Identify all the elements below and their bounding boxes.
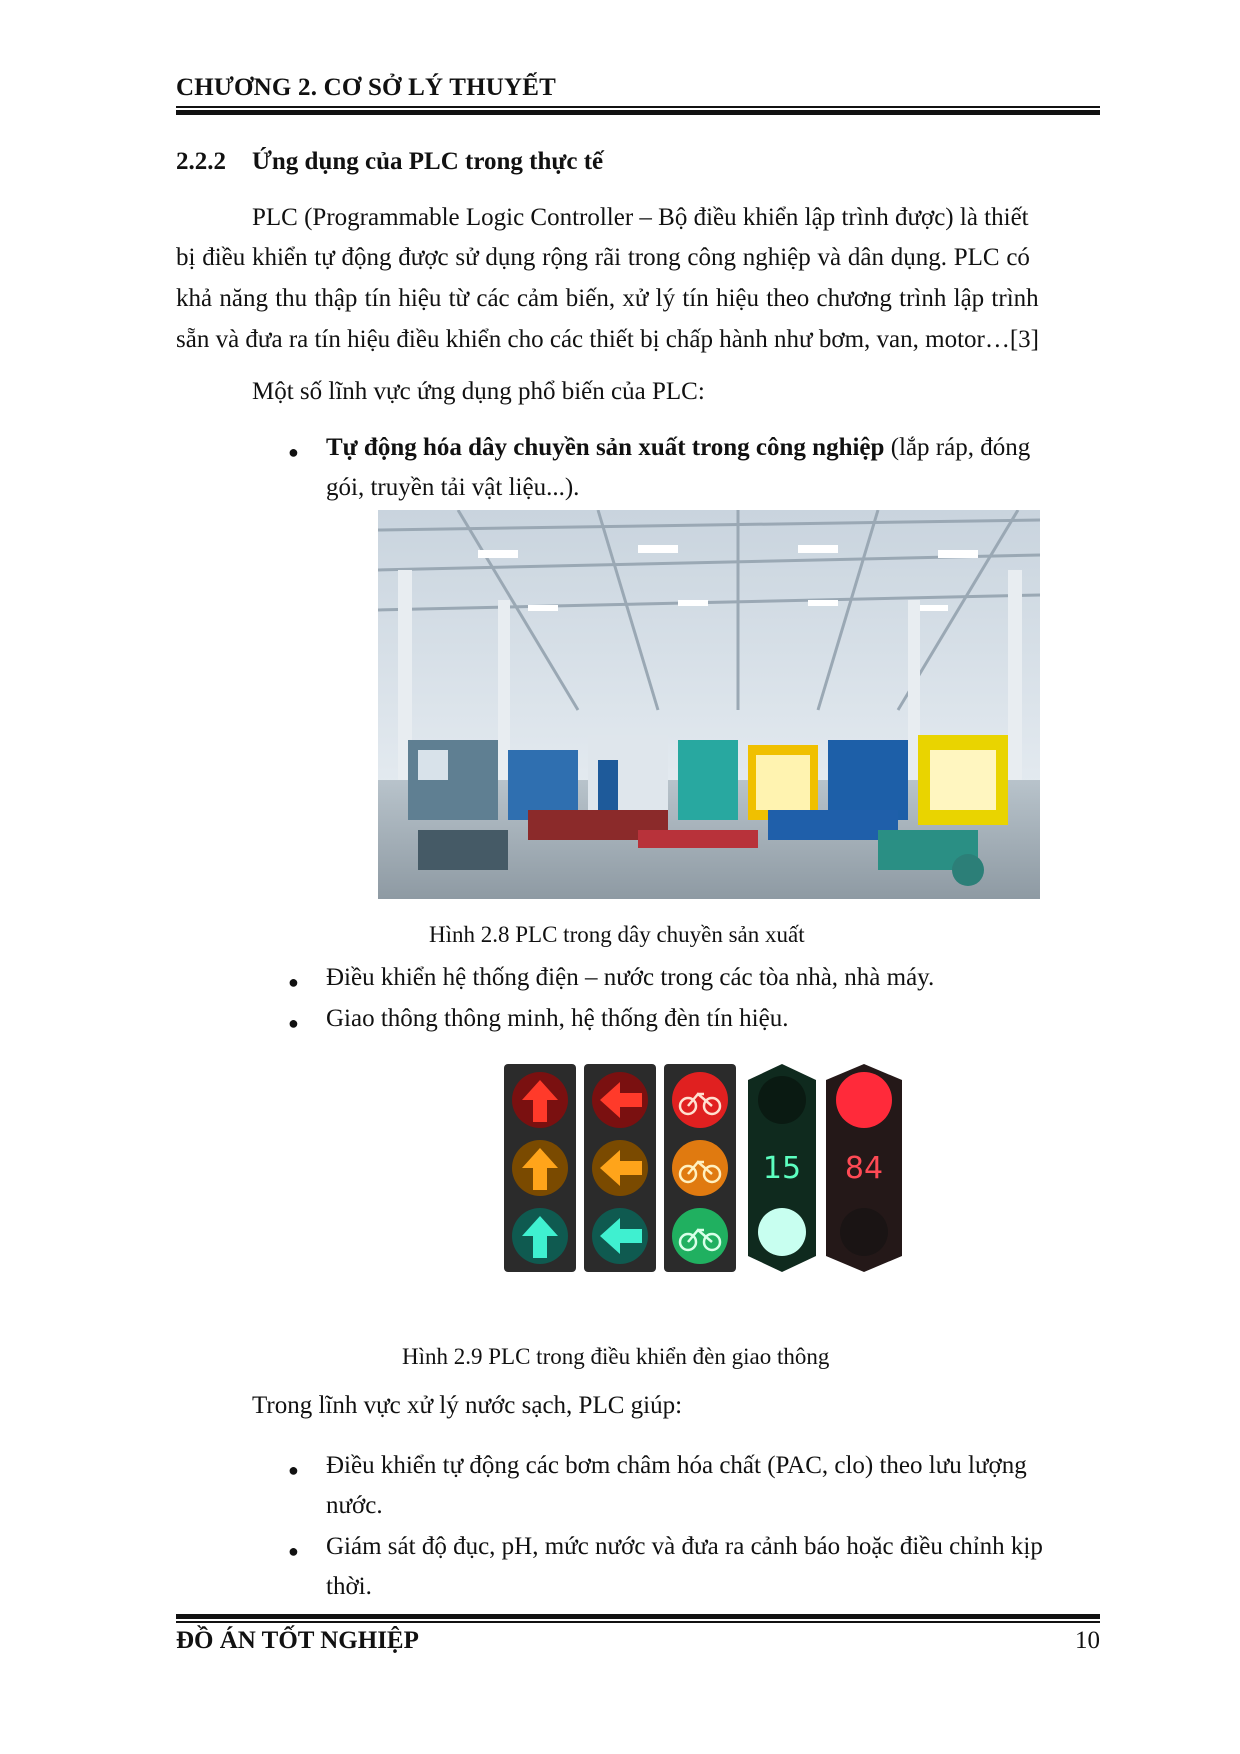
figure-1-caption: Hình 2.8 PLC trong dây chuyền sản xuất: [429, 922, 805, 947]
chapter-title: CHƯƠNG 2. CƠ SỞ LÝ THUYẾT: [176, 74, 557, 101]
figure-2-caption: Hình 2.9 PLC trong điều khiển đèn giao thông: [402, 1344, 830, 1369]
factory-photo: [378, 510, 1040, 899]
countdown-red: 84: [844, 1151, 884, 1186]
traffic-lights-photo: [500, 1060, 914, 1290]
bullet-item-automation: [326, 434, 1030, 462]
bullet-bold: Tự động hóa dây chuyền sản xuất trong công nghiệp: [326, 434, 885, 461]
bullet-item-monitoring-line2: thời.: [326, 1573, 372, 1600]
bullet-icon: ●: [288, 1541, 299, 1561]
footer-rule-thin: [176, 1621, 1100, 1623]
intro-line-2: bị điều khiển tự động được sử dụng rộng rãi trong công nghiệp và dân dụng. PLC có: [176, 244, 1030, 271]
section-heading: [176, 148, 603, 176]
bullet-item-chemical-pumps: Điều khiển tự động các bơm châm hóa chất (PAC, clo) theo lưu lượng: [326, 1452, 1027, 1479]
bullet-icon: ●: [288, 972, 299, 992]
bullet-item-monitoring: Giám sát độ đục, pH, mức nước và đưa ra cảnh báo hoặc điều chỉnh kịp: [326, 1533, 1043, 1560]
intro-line-3: khả năng thu thập tín hiệu từ các cảm biến, xử lý tín hiệu theo chương trình lập trình: [176, 285, 1039, 312]
bullet-item-automation-line2: gói, truyền tải vật liệu...).: [326, 474, 580, 501]
traffic-lights-illustration: [500, 1060, 914, 1290]
bullet-icon: ●: [288, 442, 299, 462]
fields-intro: Một số lĩnh vực ứng dụng phổ biến của PLC:: [252, 378, 705, 405]
page-number: 10: [1075, 1627, 1100, 1654]
footer-title: ĐỒ ÁN TỐT NGHIỆP: [176, 1627, 419, 1654]
bullet-item-traffic: Giao thông thông minh, hệ thống đèn tín hiệu.: [326, 1005, 789, 1032]
section-number: 2.2.2: [176, 148, 226, 175]
factory-photo-illustration: [378, 510, 1040, 899]
bullet-icon: ●: [288, 1013, 299, 1033]
intro-line-4: sẵn và đưa ra tín hiệu điều khiển cho các thiết bị chấp hành như bơm, van, motor…[3]: [176, 326, 1039, 353]
intro-line-1: PLC (Programmable Logic Controller – Bộ điều khiển lập trình được) là thiết: [252, 204, 1029, 231]
bullet-rest: (lắp ráp, đóng: [884, 434, 1031, 461]
footer-rule-thick: [176, 1614, 1100, 1619]
bullet-item-electric-water: Điều khiển hệ thống điện – nước trong các tòa nhà, nhà máy.: [326, 964, 935, 991]
countdown-green: 15: [762, 1151, 802, 1186]
water-intro: Trong lĩnh vực xử lý nước sạch, PLC giúp:: [252, 1392, 683, 1419]
section-title: Ứng dụng của PLC trong thực tế: [252, 148, 604, 175]
header-rule-thin: [176, 106, 1100, 108]
header-rule-thick: [176, 110, 1100, 115]
bullet-icon: ●: [288, 1460, 299, 1480]
bullet-item-chemical-pumps-line2: nước.: [326, 1492, 383, 1519]
